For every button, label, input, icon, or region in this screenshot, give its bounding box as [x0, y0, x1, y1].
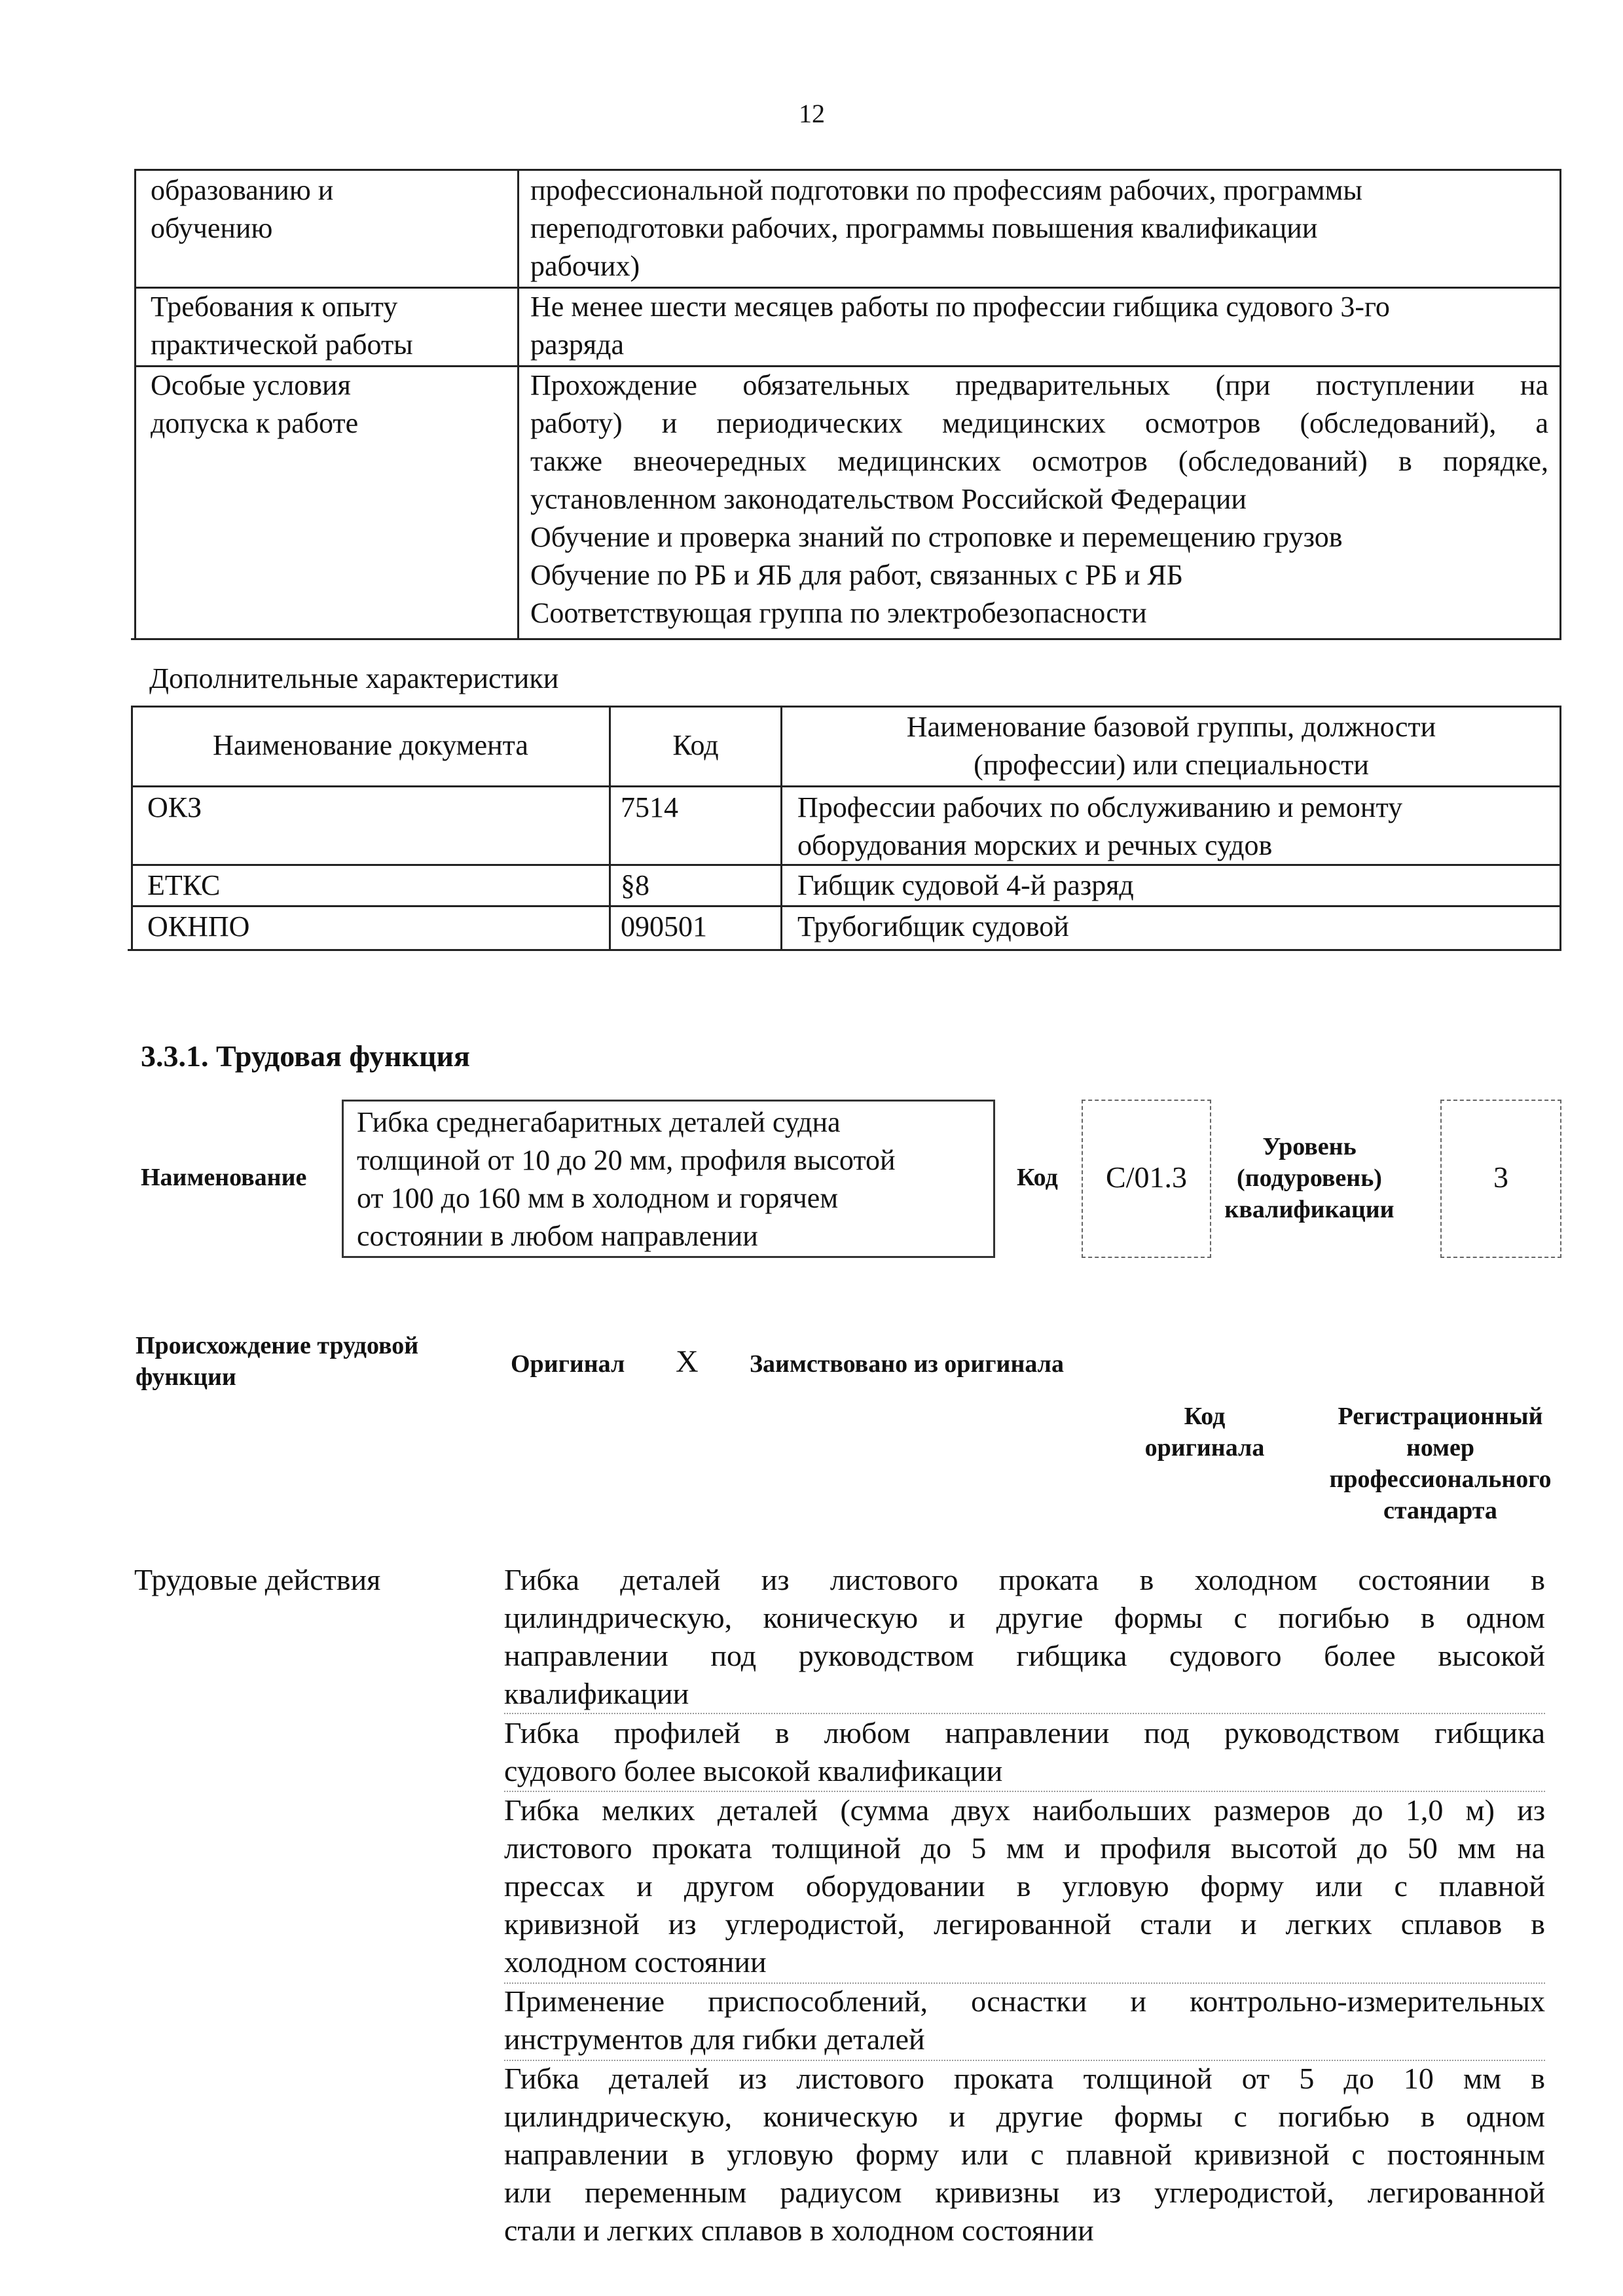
function-code: С/01.3 — [1106, 1160, 1187, 1194]
additional-title: Дополнительные характеристики — [149, 662, 559, 694]
function-code-label: Код — [1017, 1164, 1058, 1191]
row-conditions-label: Особые условия допуска к работе — [151, 369, 359, 439]
origin-original: Оригинал — [511, 1350, 625, 1378]
name-etks: Гибщик судовой 4-й разряд — [797, 869, 1134, 901]
name-oknpo: Трубогибщик судовой — [797, 910, 1069, 942]
name-okz: Профессии рабочих по обслуживанию и ремонту оборудования морских и речных судов — [797, 791, 1403, 861]
row-experience-label: Требования к опыту практической работы — [151, 291, 413, 361]
function-name-label: Наименование — [141, 1164, 307, 1191]
section-title: 3.3.1. Трудовая функция — [141, 1039, 470, 1073]
qualification-level-label: Уровень (подуровень) квалификации — [1224, 1133, 1395, 1223]
doc-oknpo: ОКНПО — [147, 910, 250, 942]
code-oknpo: 090501 — [621, 910, 707, 942]
row-education-label: образованию и обучению — [151, 174, 334, 244]
doc-okz: ОКЗ — [147, 791, 202, 823]
origin-label: Происхождение трудовой функции — [136, 1332, 419, 1391]
registration-number-label: Регистрационный номер профессионального стандарта — [1329, 1403, 1552, 1524]
action-item: Гибка профилей в любом направлении под руководством гибщика судового более высокой квалификации — [504, 1716, 1545, 1787]
row-experience-value: Не менее шести месяцев работы по профессии гибщика судового 3-го разряда — [530, 291, 1390, 361]
function-name-text: Гибка среднегабаритных деталей судна толщиной от 10 до 20 мм, профиля высотой от 100 до 160 мм в холодном и горячем состоянии в любом направлении — [357, 1106, 896, 1252]
code-etks: §8 — [621, 869, 649, 901]
row-education-value: профессиональной подготовки по профессиям рабочих, программы переподготовки рабочих, программы повышения квалификации рабочих) — [530, 174, 1362, 282]
actions-list — [504, 1561, 1545, 2250]
header-document: Наименование документа — [213, 729, 528, 761]
qualification-level: 3 — [1493, 1160, 1508, 1194]
action-item: Применение приспособлений, оснастки и контрольно-измерительных инструментов для гибки деталей — [504, 1984, 1545, 2056]
header-group-name: Наименование базовой группы, должности (профессии) или специальности — [906, 711, 1436, 781]
header-code: Код — [672, 729, 719, 761]
origin-code-label: Код оригинала — [1144, 1403, 1265, 1462]
doc-etks: ЕТКС — [147, 869, 221, 901]
action-item: Гибка мелких деталей (сумма двух наибольших размеров до 1,0 м) из листового проката толщиной до 5 мм и профиля высотой до 50 мм на прессах и другом оборудовании в угловую форму или с плавной кривизной из углеродистой, легированной стали и легких сплавов в холодном состоянии — [504, 1793, 1545, 1979]
action-item: Гибка деталей из листового проката толщиной от 5 до 10 мм в цилиндрическую, коническую и другие формы с погибью в одном направлении в угловую форму или с плавной кривизной с постоянным или переменным радиусом кривизны из углеродистой, легированной стали и легких сплавов в холодном состоянии — [504, 2062, 1545, 2247]
actions-label: Трудовые действия — [134, 1563, 381, 1596]
row-conditions-value: Прохождение обязательных предварительных (при поступлении на работу) и периодических медицинских осмотров (обследований), а также внеочередных медицинских осмотров (обследований) в порядке, установленном законодательством Российской Федерации Обучение и проверка знаний по строповке и перемещению грузов Обучение по РБ и ЯБ для работ, связанных с РБ и ЯБ Соответствующая группа по электробезопасности — [530, 369, 1548, 629]
action-item: Гибка деталей из листового проката в холодном состоянии в цилиндрическую, коническую и другие формы с погибью в одном направлении под руководством гибщика судового более высокой квалификации — [504, 1563, 1545, 1710]
origin-borrowed: Заимствовано из оригинала — [750, 1350, 1064, 1378]
origin-mark: X — [676, 1344, 699, 1379]
page-number: 12 — [799, 99, 825, 128]
code-okz: 7514 — [621, 791, 678, 823]
